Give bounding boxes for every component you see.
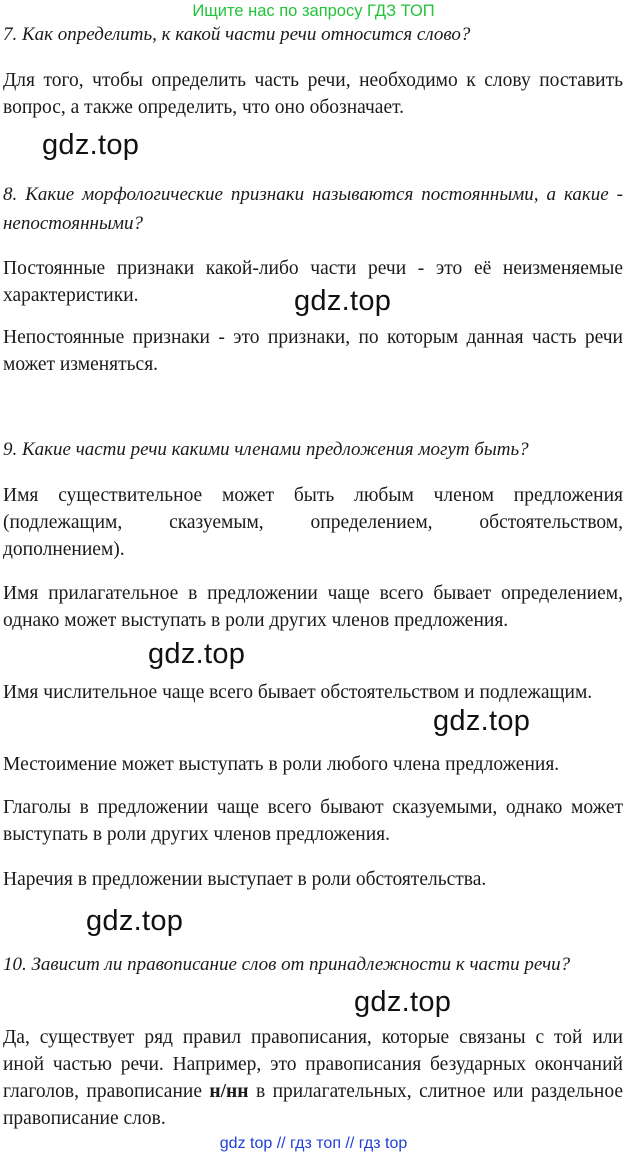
- bottom-banner[interactable]: gdz top // гдз топ // гдз top: [219, 1135, 408, 1152]
- watermark: gdz.top: [148, 638, 246, 670]
- answer-9-adverb: Наречия в предложении выступает в роли обстоятельства.: [3, 869, 487, 890]
- answer-10-text-1: Да, существует ряд правил правописания, которые связаны с той или иной частью речи. Например, это правописания безударных окончаний глаголов, правописание: [3, 1027, 623, 1102]
- question-9: 9. Какие части речи какими членами предложения могут быть?: [3, 439, 529, 460]
- watermark: gdz.top: [433, 705, 531, 737]
- answer-8-constant: Постоянные признаки какой-либо части речи - это её неизменяемые характеристики.: [3, 258, 623, 306]
- watermark: gdz.top: [42, 129, 140, 161]
- answer-9-noun: Имя существительное может быть любым членом предложения (подлежащим, сказуемым, определением, обстоятельством, дополнением).: [3, 485, 623, 560]
- answer-9-adjective: Имя прилагательное в предложении чаще всего бывает определением, однако может выступать в роли других членов предложения.: [3, 583, 623, 631]
- answer-9-numeral: Имя числительное чаще всего бывает обстоятельством и подлежащим.: [3, 682, 593, 703]
- top-banner[interactable]: Ищите нас по запросу ГДЗ ТОП: [192, 2, 435, 20]
- question-7: 7. Как определить, к какой части речи относится слово?: [3, 24, 471, 45]
- watermark: gdz.top: [354, 986, 452, 1018]
- question-10: 10. Зависит ли правописание слов от принадлежности к части речи?: [3, 954, 571, 975]
- answer-10-text-2: в прилагательных, слитное или раздельное правописание слов.: [3, 1081, 623, 1129]
- question-8: 8. Какие морфологические признаки называются постоянными, а какие - непостоянными?: [3, 184, 623, 234]
- answer-9-pronoun: Местоимение может выступать в роли любого члена предложения.: [3, 754, 560, 775]
- watermark: gdz.top: [86, 905, 184, 937]
- answer-7: Для того, чтобы определить часть речи, необходимо к слову поставить вопрос, а также определить, что оно обозначает.: [3, 70, 623, 118]
- answer-10-bold-term: н/нн: [209, 1081, 249, 1102]
- answer-10: [3, 1024, 623, 1132]
- watermark: gdz.top: [294, 285, 392, 317]
- answer-9-verb: Глаголы в предложении чаще всего бывают сказуемыми, однако может выступать в роли других членов предложения.: [3, 797, 623, 845]
- answer-8-variable: Непостоянные признаки - это признаки, по которым данная часть речи может изменяться.: [3, 327, 623, 375]
